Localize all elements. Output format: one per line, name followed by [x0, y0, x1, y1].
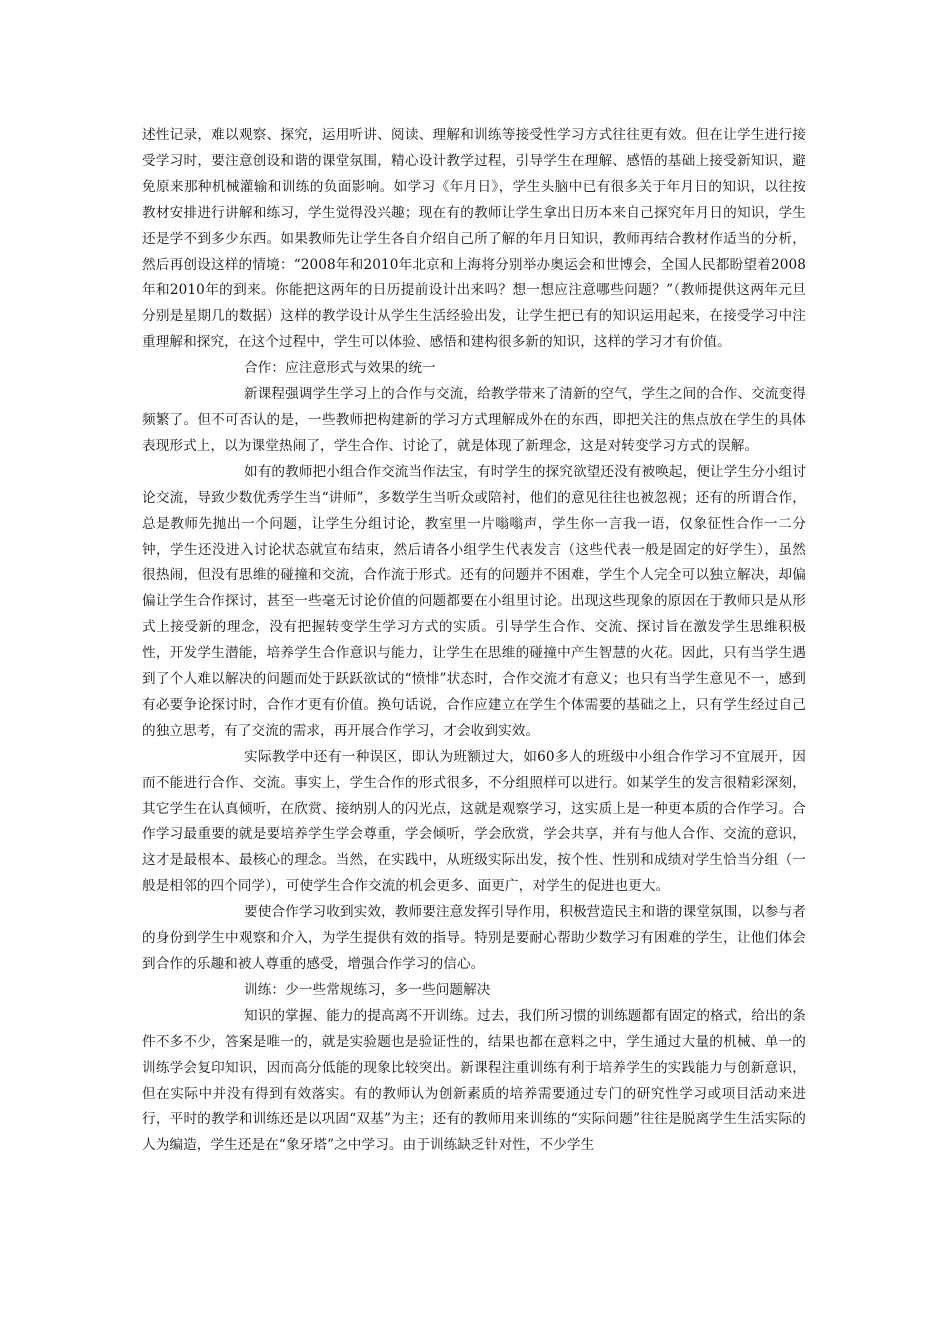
- document-page: [142, 123, 806, 1159]
- paragraph: 要使合作学习收到实效，教师要注意发挥引导作用，积极营造民主和谐的课堂氛围，以参与者的身份到学生中观察和介入，为学生提供有效的指导。特别是要耐心帮助少数学习有困难的学生，让他们体会到合作的乐趣和被人尊重的感受，增强合作学习的信心。: [142, 904, 806, 972]
- paragraph: 如有的教师把小组合作交流当作法宝，有时学生的探究欲望还没有被唤起，便让学生分小组讨论交流，导致少数优秀学生当“讲师”，多数学生当听众或陪衬，他们的意见往往也被忽视；还有的所谓合作，总是教师先抛出一个问题，让学生分组讨论，教室里一片嗡嗡声，学生你一言我一语，仅象征性合作一二分钟，学生还没进入讨论状态就宣布结束，然后请各小组学生代表发言（这些代表一般是固定的好学生），虽然很热闹，但没有思维的碰撞和交流，合作流于形式。还有的问题并不困难，学生个人完全可以独立解决，却偏偏让学生合作探讨，甚至一些毫无讨论价值的问题都要在小组里讨论。出现这些现象的原因在于教师只是从形式上接受新的理念，没有把握转变学生学习方式的实质。引导学生合作、交流、探讨旨在激发学生思维积极性，开发学生潜能，培养学生合作意识与能力，让学生在思维的碰撞中产生智慧的火花。因此，只有当学生遇到了个人难以解决的问题而处于跃跃欲试的“愤悱”状态时，合作交流才有意义；也只有当学生意见不一，感到有必要争论探讨时，合作才更有价值。换句话说，合作应建立在学生个体需要的基础之上，只有学生经过自己的独立思考，有了交流的需求，再开展合作学习，才会收到实效。: [142, 463, 806, 739]
- paragraph: 知识的掌握、能力的提高离不开训练。过去，我们所习惯的训练题都有固定的格式，给出的条件不多不少，答案是唯一的，就是实验题也是验证性的，结果也都在意料之中，学生通过大量的机械、单一的训练学会复印知识，因而高分低能的现象比较突出。新课程注重训练有利于培养学生的实践能力与创新意识，但在实际中并没有得到有效落实。有的教师认为创新素质的培养需要通过专门的研究性学习或项目活动来进行，平时的教学和训练还是以巩固“双基”为主；还有的教师用来训练的“实际问题”往往是脱离学生生活实际的人为编造，学生还是在“象牙塔”之中学习。由于训练缺乏针对性，不少学生: [142, 1007, 806, 1154]
- section-heading-training: 训练：少一些常规练习，多一些问题解决: [244, 981, 491, 998]
- paragraph: 实际教学中还有一种误区，即认为班额过大，如60多人的班级中小组合作学习不宜展开，因而不能进行合作、交流。事实上，学生合作的形式很多，不分组照样可以进行。如某学生的发言很精彩深刻，其它学生在认真倾听，在欣赏、接纳别人的闪光点，这就是观察学习，这实质上是一种更本质的合作学习。合作学习最重要的就是要培养学生学会尊重，学会倾听，学会欣赏，学会共享，并有与他人合作、交流的意识，这才是最根本、最核心的理念。当然，在实践中，从班级实际出发，按个性、性别和成绩对学生恰当分组（一般是相邻的四个同学），可使学生合作交流的机会更多、面更广，对学生的促进也更大。: [142, 748, 806, 895]
- paragraph: 新课程强调学生学习上的合作与交流，给教学带来了清新的空气，学生之间的合作、交流变得频繁了。但不可否认的是，一些教师把构建新的学习方式理解成外在的东西，即把关注的焦点放在学生的具体表现形式上，以为课堂热闹了，学生合作、讨论了，就是体现了新理念，这是对转变学习方式的误解。: [142, 386, 806, 454]
- section-heading-cooperation: 合作：应注意形式与效果的统一: [244, 360, 436, 377]
- paragraph: 述性记录，难以观察、探究，运用听讲、阅读、理解和训练等接受性学习方式往往更有效。但在让学生进行接受学习时，要注意创设和谐的课堂氛围，精心设计教学过程，引导学生在理解、感悟的基础上接受新知识，避免原来那种机械灌输和训练的负面影响。如学习《年月日》，学生头脑中已有很多关于年月日的知识，以往按教材安排进行讲解和练习，学生觉得没兴趣；现在有的教师让学生拿出日历本来自己探究年月日的知识，学生还是学不到多少东西。如果教师先让学生各自介绍自己所了解的年月日知识，教师再结合教材作适当的分析，然后再创设这样的情境：“2008年和2010年北京和上海将分别举办奥运会和世博会，全国人民都盼望着2008年和2010年的到来。你能把这两年的日历提前设计出来吗？想一想应注意哪些问题？”（教师提供这两年元旦分别是星期几的数据）这样的教学设计从学生生活经验出发，让学生把已有的知识运用起来，在接受学习中注重理解和探究，在这个过程中，学生可以体验、感悟和建构很多新的知识，这样的学习才有价值。: [142, 127, 806, 351]
